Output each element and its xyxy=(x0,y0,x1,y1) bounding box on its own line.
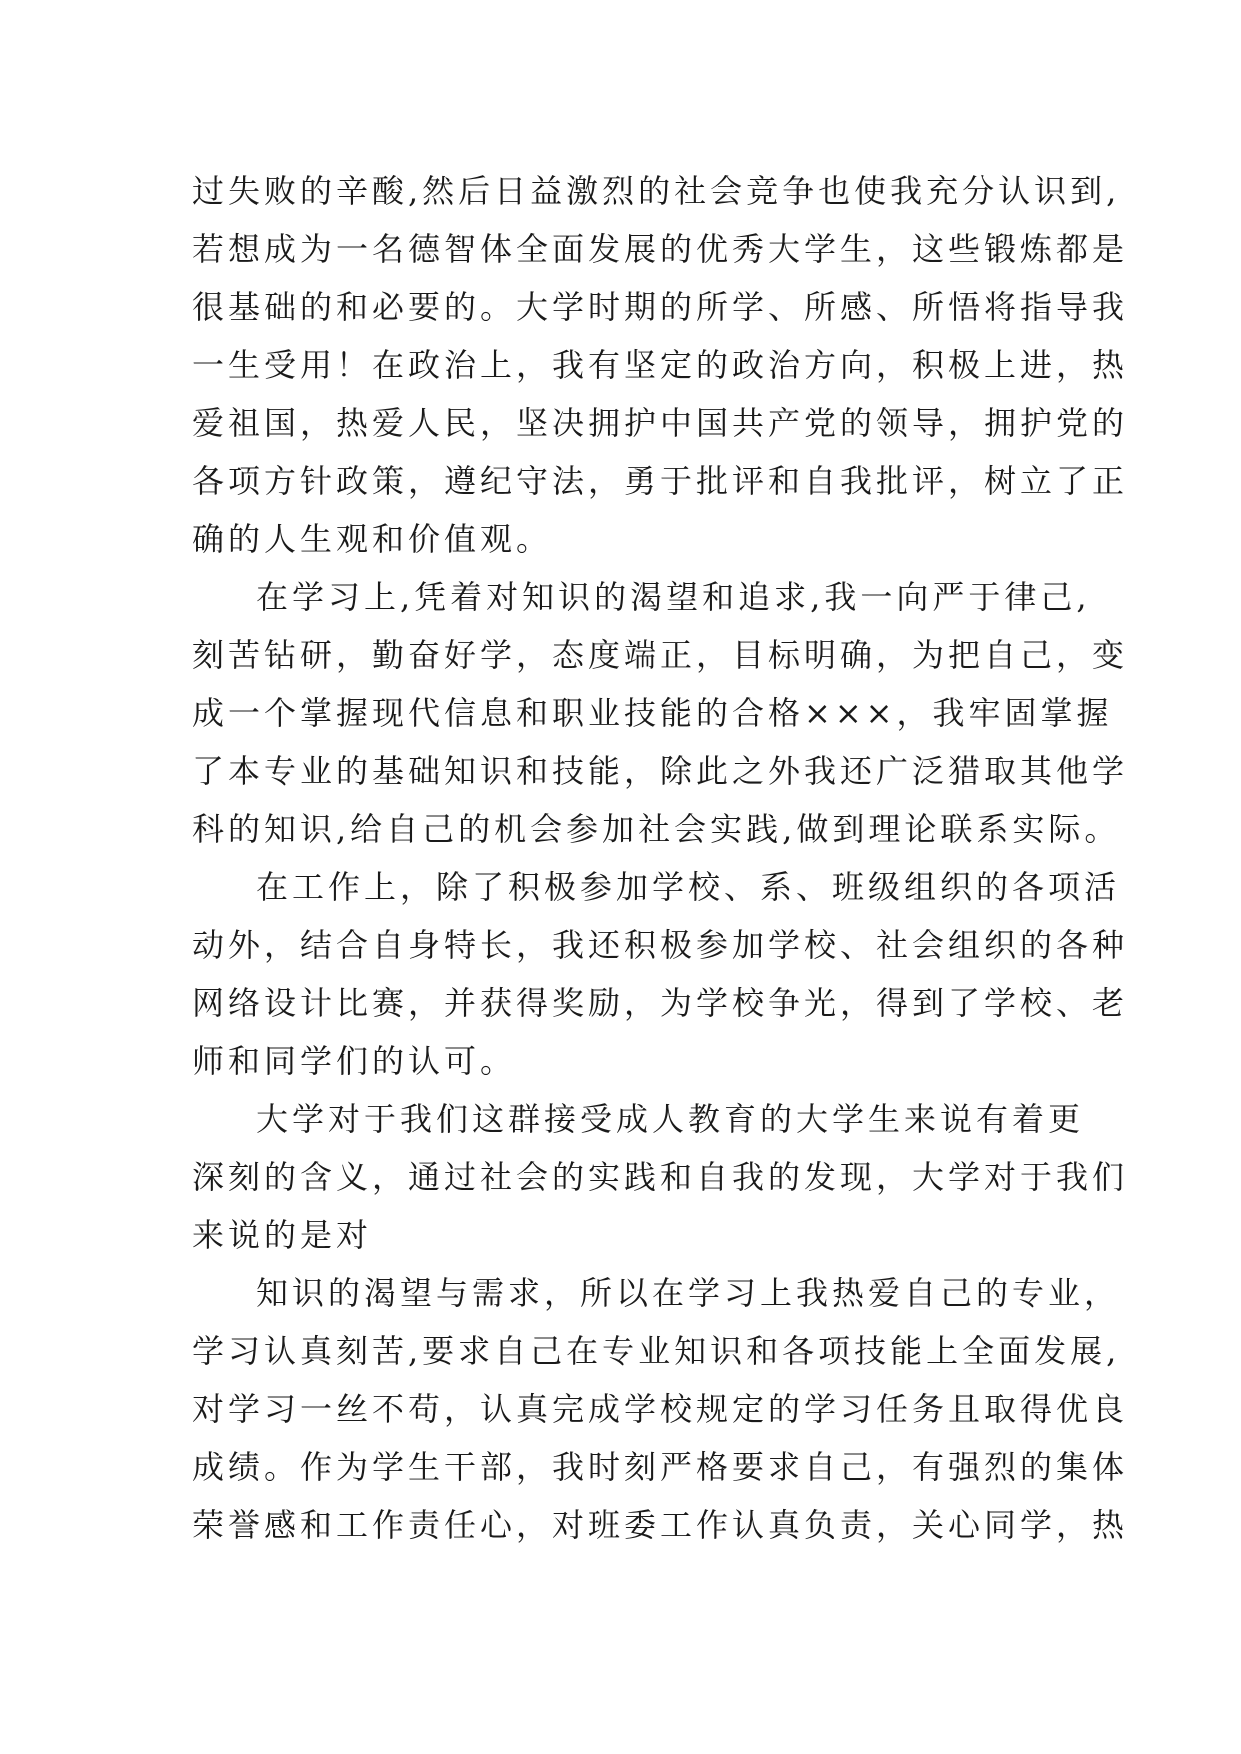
paragraph-first-line: 在工作上，除了积极参加学校、系、班级组织的各项活 xyxy=(256,868,1121,906)
text-line: 学习认真刻苦,要求自己在专业知识和各项技能上全面发展, xyxy=(192,1332,1121,1370)
text-line: 一生受用！在政治上，我有坚定的政治方向，积极上进，热 xyxy=(192,346,1129,384)
paragraph-first-line: 知识的渴望与需求，所以在学习上我热爱自己的专业， xyxy=(256,1274,1121,1312)
text-line: 若想成为一名德智体全面发展的优秀大学生，这些锻炼都是 xyxy=(192,230,1129,268)
text-line: 师和同学们的认可。 xyxy=(192,1042,517,1080)
text-line: 网络设计比赛，并获得奖励，为学校争光，得到了学校、老 xyxy=(192,984,1129,1022)
text-line: 动外，结合自身特长，我还积极参加学校、社会组织的各种 xyxy=(192,926,1129,964)
text-line: 爱祖国，热爱人民，坚决拥护中国共产党的领导，拥护党的 xyxy=(192,404,1129,442)
text-line: 来说的是对 xyxy=(192,1216,373,1254)
text-line: 了本专业的基础知识和技能，除此之外我还广泛猎取其他学 xyxy=(192,752,1129,790)
paragraph-first-line: 大学对于我们这群接受成人教育的大学生来说有着更 xyxy=(256,1100,1085,1138)
text-line: 很基础的和必要的。大学时期的所学、所感、所悟将指导我 xyxy=(192,288,1129,326)
text-line: 确的人生观和价值观。 xyxy=(192,520,553,558)
text-line: 成一个掌握现代信息和职业技能的合格×××，我牢固掌握 xyxy=(192,694,1113,732)
text-line: 对学习一丝不苟，认真完成学校规定的学习任务且取得优良 xyxy=(192,1390,1129,1428)
body-text xyxy=(192,162,1129,1554)
text-line: 成绩。作为学生干部，我时刻严格要求自己，有强烈的集体 xyxy=(192,1448,1129,1486)
text-line: 科的知识,给自己的机会参加社会实践,做到理论联系实际。 xyxy=(192,810,1121,848)
text-line: 刻苦钻研，勤奋好学，态度端正，目标明确，为把自己，变 xyxy=(192,636,1129,674)
text-line: 各项方针政策，遵纪守法，勇于批评和自我批评，树立了正 xyxy=(192,462,1129,500)
text-line: 过失败的辛酸,然后日益激烈的社会竞争也使我充分认识到, xyxy=(192,172,1121,210)
text-line: 荣誉感和工作责任心，对班委工作认真负责，关心同学，热 xyxy=(192,1506,1129,1544)
text-line: 深刻的含义，通过社会的实践和自我的发现，大学对于我们 xyxy=(192,1158,1129,1196)
paragraph-first-line: 在学习上,凭着对知识的渴望和追求,我一向严于律己, xyxy=(256,578,1091,616)
